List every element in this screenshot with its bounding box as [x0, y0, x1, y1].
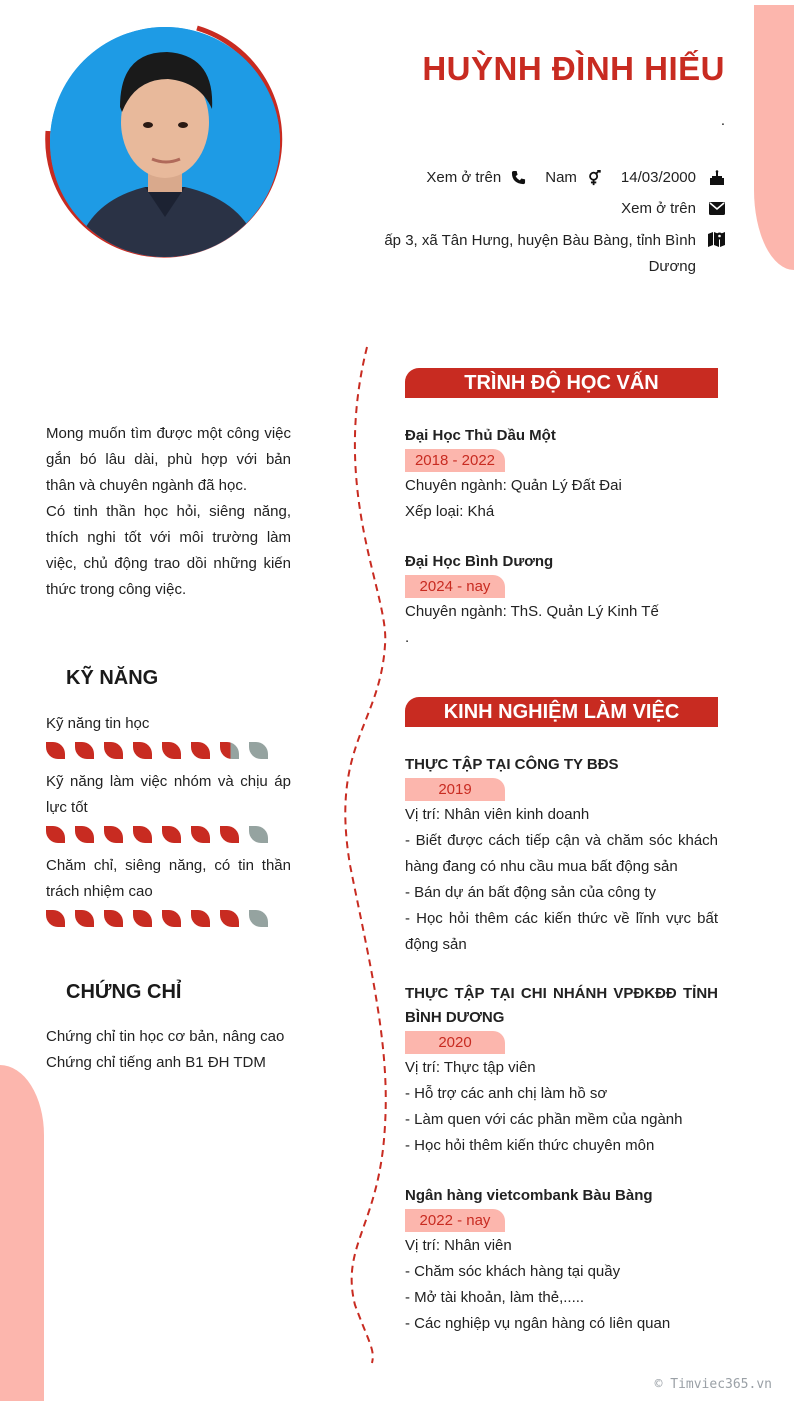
education-school: Đại Học Thủ Dầu Một	[405, 427, 556, 444]
detail-line: - Học hỏi thêm kiến thức chuyên môn	[405, 1137, 655, 1154]
education-title: TRÌNH ĐỘ HỌC VẤN	[405, 368, 718, 398]
experience-details	[405, 802, 718, 958]
rating-leaf-filled	[46, 910, 65, 927]
experience-date: 2020	[405, 1031, 505, 1054]
rating-leaf-empty	[249, 826, 268, 843]
gender-value: Nam	[545, 169, 577, 186]
certificate-item: Chứng chỉ tin học cơ bản, nâng cao	[46, 1028, 285, 1045]
experience-title: KINH NGHIỆM LÀM VIỆC	[405, 697, 718, 727]
skill-rating	[46, 742, 278, 759]
rating-leaf-filled	[191, 742, 210, 759]
contact-row	[426, 169, 725, 186]
skill-name: Chăm chỉ, siêng năng, có tin thần trách nhiệm cao	[46, 857, 291, 900]
experience-details	[405, 1233, 718, 1337]
rating-leaf-filled	[133, 910, 152, 927]
education-date: 2024 - nay	[405, 575, 505, 598]
rating-leaf-filled	[162, 826, 181, 843]
career-objective	[46, 421, 291, 603]
rating-leaf-empty	[249, 910, 268, 927]
email-item	[621, 200, 725, 217]
education-details	[405, 599, 718, 651]
experience-details	[405, 1055, 718, 1159]
address-row	[376, 228, 725, 280]
experience-company: THỰC TẬP TẠI CHI NHÁNH VPĐKĐĐ TỈNH BÌNH DƯƠNG	[405, 985, 718, 1026]
rating-leaf-filled	[220, 826, 239, 843]
detail-line: - Biết được cách tiếp cận và chăm sóc khách hàng đang có nhu cầu mua bất động sản	[405, 832, 718, 875]
skill-name: Kỹ năng làm việc nhóm và chịu áp lực tốt	[46, 773, 291, 816]
objective-line: Mong muốn tìm được một công việc gắn bó lâu dài, phù hợp với bản thân và chuyên ngành đã học.	[46, 425, 291, 494]
rating-leaf-filled	[75, 910, 94, 927]
education-details	[405, 473, 718, 525]
avatar	[50, 27, 280, 257]
detail-line: - Chăm sóc khách hàng tại quầy	[405, 1263, 621, 1280]
detail-line: Vị trí: Thực tập viên	[405, 1059, 536, 1076]
detail-line: Chuyên ngành: Quản Lý Đất Đai	[405, 477, 622, 494]
rating-leaf-filled	[220, 910, 239, 927]
detail-line: - Làm quen với các phần mềm của ngành	[405, 1111, 683, 1128]
map-icon	[708, 231, 725, 248]
position-title: .	[720, 112, 725, 129]
detail-line: - Các nghiệp vụ ngân hàng có liên quan	[405, 1315, 671, 1332]
phone-value: Xem ở trên	[426, 169, 502, 186]
person-photo	[50, 27, 280, 257]
email-row	[621, 200, 725, 217]
phone-item	[426, 169, 527, 186]
watermark: © Timviec365.vn	[654, 1377, 772, 1392]
birthday-value: 14/03/2000	[620, 169, 696, 186]
detail-line: .	[405, 629, 410, 646]
experience-date: 2022 - nay	[405, 1209, 505, 1232]
skill-name: Kỹ năng tin học	[46, 715, 150, 732]
experience-company: Ngân hàng vietcombank Bàu Bàng	[405, 1187, 653, 1204]
candidate-name: HUỲNH ĐÌNH HIẾU	[422, 50, 725, 87]
rating-leaf-filled	[162, 910, 181, 927]
address-value: ấp 3, xã Tân Hưng, huyện Bàu Bàng, tỉnh Bình Dương	[384, 232, 696, 275]
certificate-item: Chứng chỉ tiếng anh B1 ĐH TDM	[46, 1054, 266, 1071]
wave-divider	[330, 345, 400, 1365]
gender-icon	[586, 169, 603, 186]
rating-leaf-half	[220, 742, 239, 759]
email-value: Xem ở trên	[621, 200, 696, 217]
skill-rating	[46, 826, 278, 843]
detail-line: Vị trí: Nhân viên	[405, 1237, 512, 1254]
detail-line: Xếp loại: Khá	[405, 503, 495, 520]
birthday-item	[621, 169, 725, 186]
rating-leaf-filled	[191, 826, 210, 843]
certificates-title: CHỨNG CHỈ	[66, 981, 182, 1003]
detail-line: - Bán dự án bất động sản của công ty	[405, 884, 657, 901]
education-date: 2018 - 2022	[405, 449, 505, 472]
decorative-corner-bottom-left	[0, 1065, 44, 1401]
rating-leaf-filled	[133, 826, 152, 843]
rating-leaf-empty	[249, 742, 268, 759]
rating-leaf-filled	[46, 742, 65, 759]
rating-leaf-filled	[133, 742, 152, 759]
rating-leaf-filled	[75, 742, 94, 759]
phone-icon	[510, 169, 527, 186]
gender-item	[545, 169, 603, 186]
rating-leaf-filled	[104, 910, 123, 927]
experience-date: 2019	[405, 778, 505, 801]
rating-leaf-filled	[46, 826, 65, 843]
decorative-corner-top-right	[754, 5, 794, 270]
rating-leaf-filled	[162, 742, 181, 759]
detail-line: - Học hỏi thêm các kiến thức về lĩnh vực bất động sản	[405, 910, 718, 953]
experience-company: THỰC TẬP TẠI CÔNG TY BĐS	[405, 756, 619, 773]
detail-line: Vị trí: Nhân viên kinh doanh	[405, 806, 590, 823]
skills-title: KỸ NĂNG	[66, 667, 159, 689]
detail-line: Chuyên ngành: ThS. Quản Lý Kinh Tế	[405, 603, 659, 620]
rating-leaf-filled	[104, 742, 123, 759]
education-school: Đại Học Bình Dương	[405, 553, 554, 570]
cake-icon	[708, 169, 725, 186]
objective-line: Có tinh thần học hỏi, siêng năng, thích nghi tốt với môi trường làm việc, chủ động trao dồi những kiến thức trong công việc.	[46, 503, 291, 598]
rating-leaf-filled	[191, 910, 210, 927]
skill-rating	[46, 910, 278, 927]
rating-leaf-filled	[75, 826, 94, 843]
detail-line: - Hỗ trợ các anh chị làm hồ sơ	[405, 1085, 608, 1102]
detail-line: - Mở tài khoản, làm thẻ,.....	[405, 1289, 585, 1306]
envelope-icon	[708, 200, 725, 217]
rating-leaf-filled	[104, 826, 123, 843]
